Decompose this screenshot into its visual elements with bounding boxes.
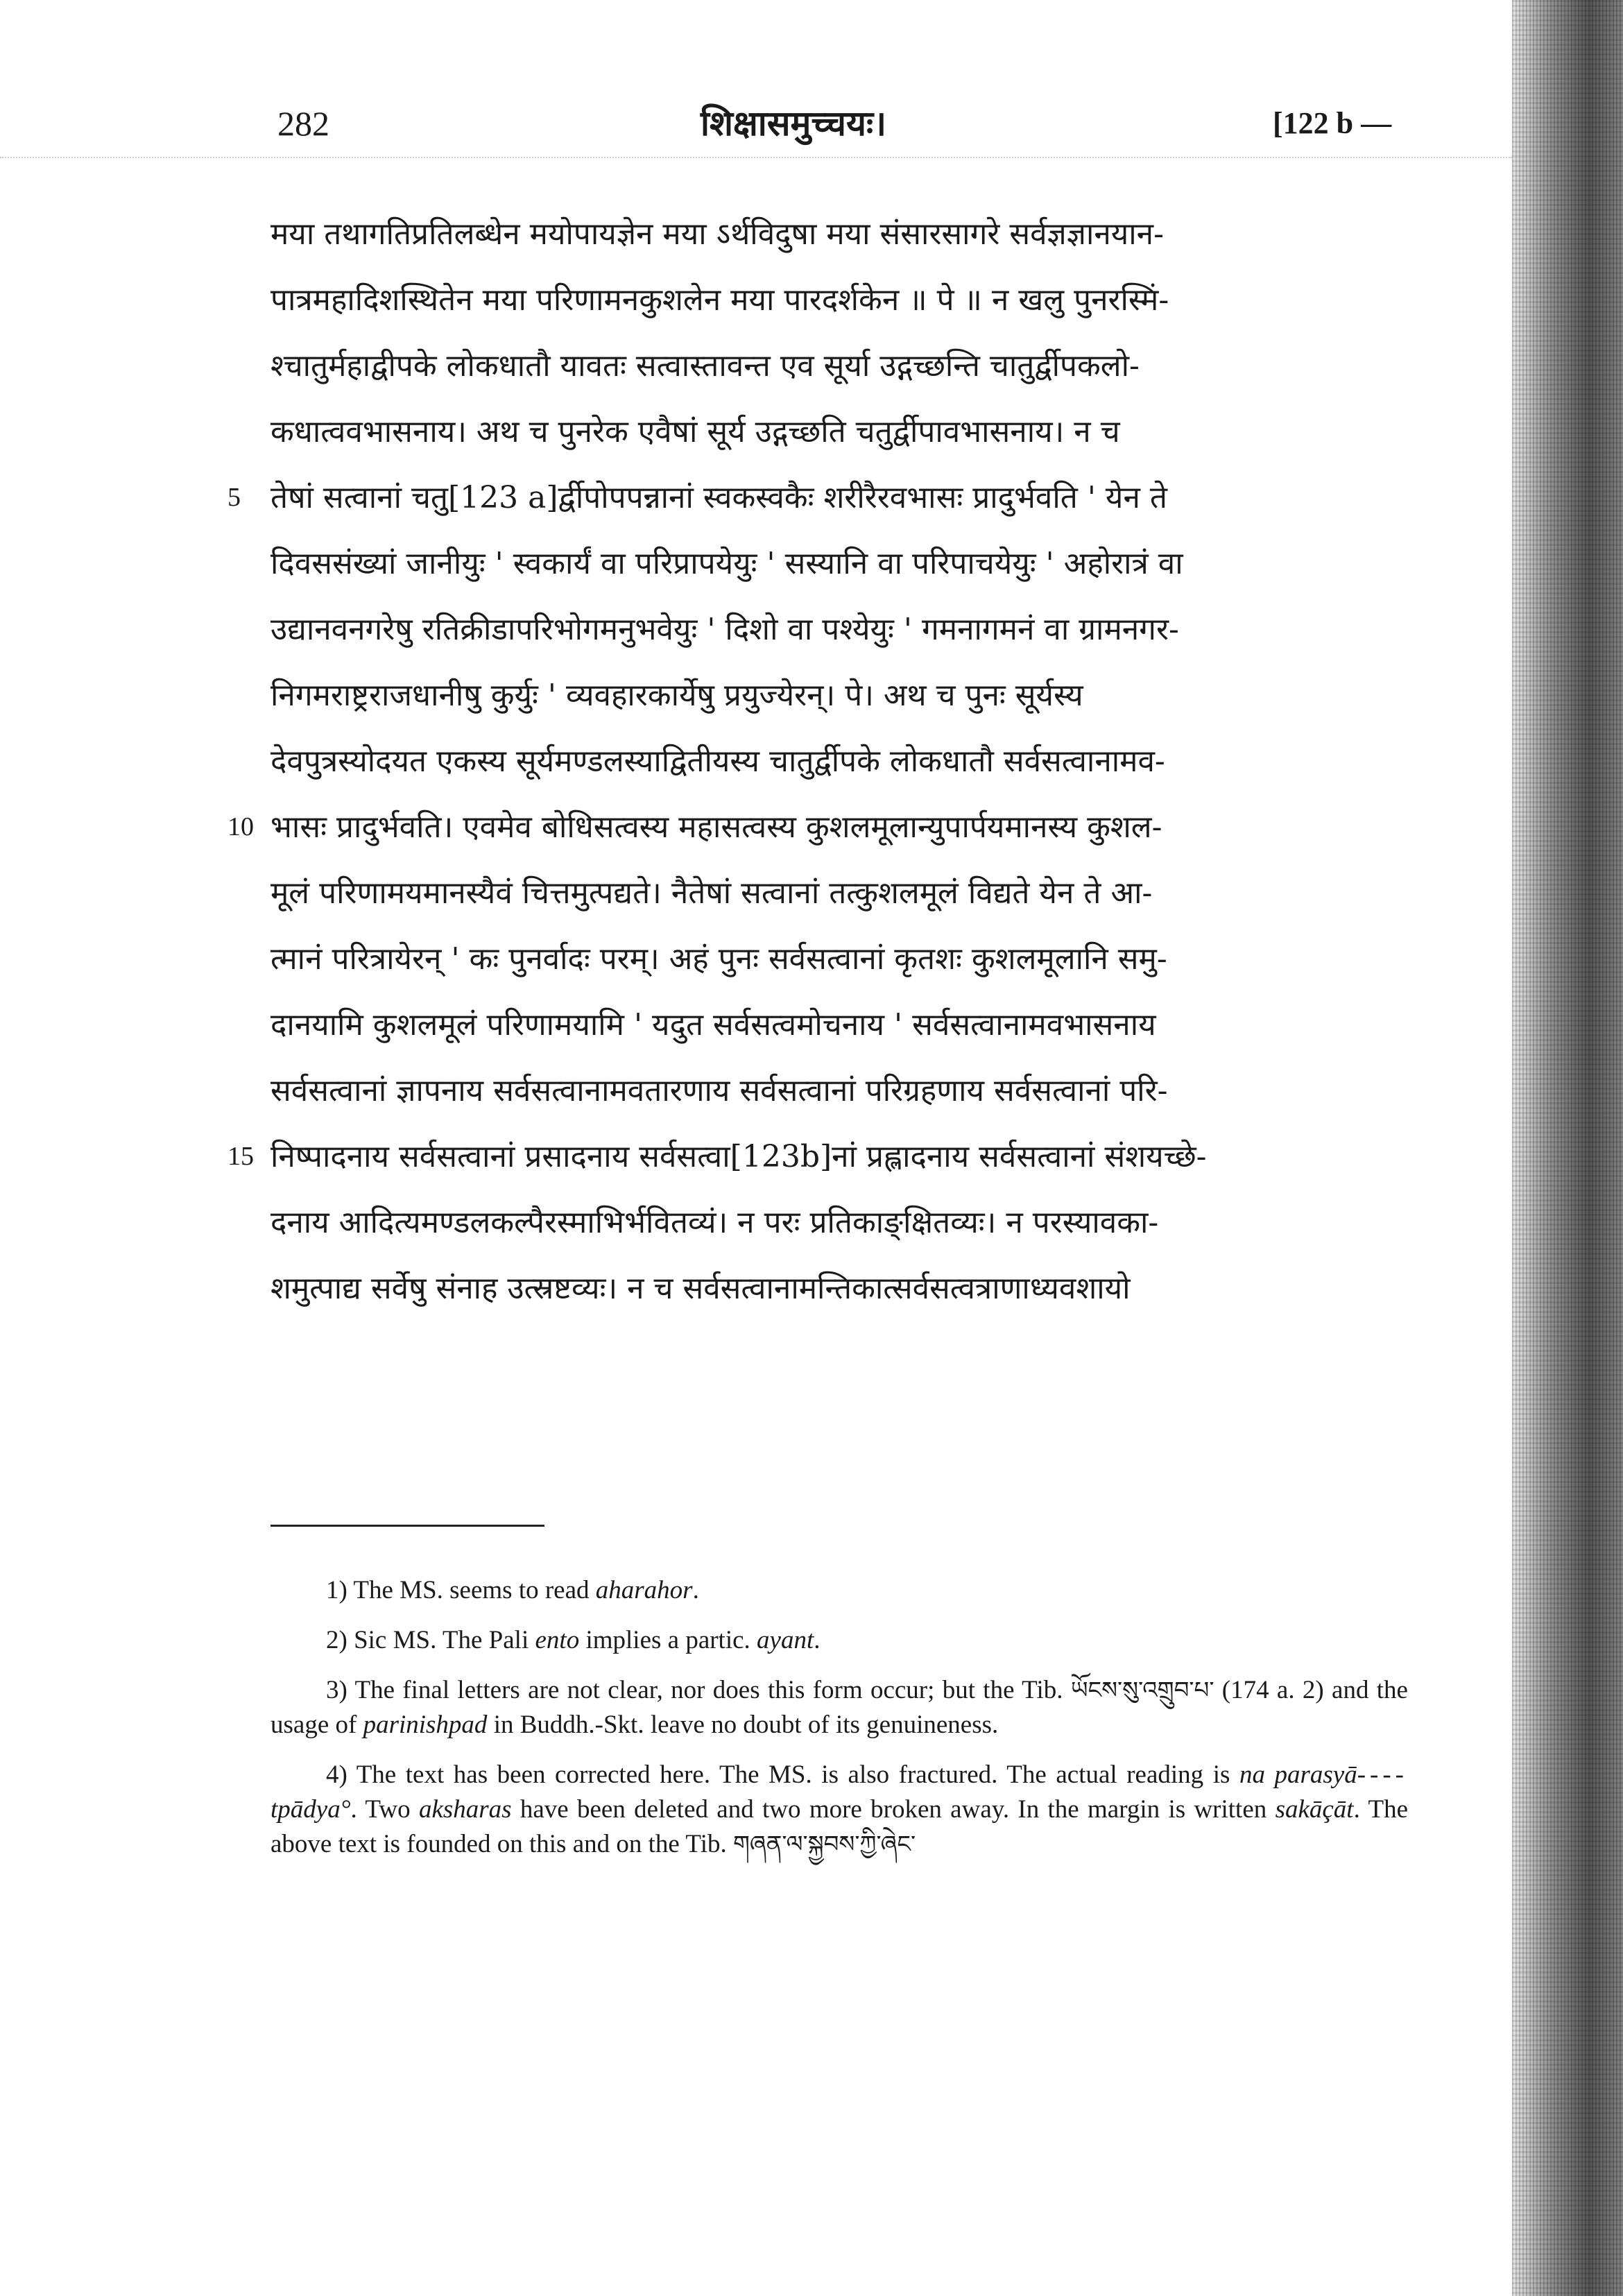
line-text: त्मानं परित्रायेरन् ' कः पुनर्वादः परम्। अहं पुनः सर्वसत्वानां कृतशः कुशलमूलानि समु- <box>270 941 1167 977</box>
text-line <box>270 333 1408 399</box>
text-line <box>270 1256 1408 1321</box>
text-line <box>227 794 1408 860</box>
line-number: 10 <box>227 812 254 841</box>
sanskrit-body <box>227 201 1408 1321</box>
line-text: दनाय आदित्यमण्डलकल्पैरस्माभिर्भवितव्यं। न परः प्रतिकाङ्क्षितव्यः। न परस्यावका- <box>270 1205 1159 1240</box>
footnotes <box>270 1573 1408 1877</box>
text-line <box>227 465 1408 531</box>
line-text: दिवससंख्यां जानीयुः ' स्वकार्यं वा परिप्रापयेयुः ' सस्यानि वा परिपाचयेयुः ' अहोरात्रं वा <box>270 546 1183 581</box>
text-line <box>270 992 1408 1058</box>
running-title: शिक्षासमुच्चयः। <box>701 103 887 144</box>
line-text: पात्रमहादिशस्थितेन मया परिणामनकुशलेन मया पारदर्शकेन ॥ पे ॥ न खलु पुनरस्मिं- <box>270 282 1169 318</box>
line-text: कधात्ववभासनाय। अथ च पुनरेक एवैषां सूर्य उद्गच्छति चतुर्द्वीपावभासनाय। न च <box>270 414 1120 449</box>
text-line <box>270 926 1408 992</box>
line-number: 15 <box>227 1142 254 1171</box>
line-text: निष्पादनाय सर्वसत्वानां प्रसादनाय सर्वसत्वा[123b]नां प्रह्लादनाय सर्वसत्वानां संशयच्छे- <box>270 1139 1207 1174</box>
text-line <box>270 662 1408 728</box>
footnote-2: 2) Sic MS. The Pali ento implies a partic. ayant. <box>326 1626 821 1654</box>
tibetan-text: གཞན་ལ་སྐྱབས་ཀྱི་ཞེང་ <box>733 1831 916 1858</box>
line-text: श्चातुर्महाद्वीपके लोकधातौ यावतः सत्वास्तावन्त एव सूर्या उद्गच्छन्ति चातुर्द्वीपकलो- <box>270 348 1140 384</box>
text-line <box>270 399 1408 465</box>
footnote-1: 1) The MS. seems to read aharahor. <box>326 1576 699 1604</box>
text-line <box>270 1190 1408 1256</box>
line-text: देवपुत्रस्योदयत एकस्य सूर्यमण्डलस्याद्वितीयस्य चातुर्द्वीपके लोकधातौ सर्वसत्वानामव- <box>270 744 1165 779</box>
footnote-separator <box>270 1525 544 1527</box>
line-number: 5 <box>227 483 241 512</box>
page-number: 282 <box>277 104 329 143</box>
line-text: मया तथागतिप्रतिलब्धेन मयोपायज्ञेन मया ऽर्थविदुषा मया संसारसागरे सर्वज्ञज्ञानयान- <box>270 216 1164 252</box>
line-text: निगमराष्ट्रराजधानीषु कुर्युः ' व्यवहारकार्येषु प्रयुज्येरन्। पे। अथ च पुनः सूर्यस्य <box>270 678 1083 713</box>
header-dotted-line <box>0 157 1512 158</box>
folio-reference: [122 b — <box>1273 106 1392 140</box>
line-text: मूलं परिणामयमानस्यैवं चित्तमुत्पद्यते। नैतेषां सत्वानां तत्कुशलमूलं विद्यते येन ते आ- <box>270 875 1153 911</box>
line-text: शमुत्पाद्य सर्वेषु संनाह उत्स्रष्टव्यः। न च सर्वसत्वानामन्तिकात्सर्वसत्वत्राणाध्यवशायो <box>270 1271 1131 1306</box>
line-text: उद्यानवनगरेषु रतिक्रीडापरिभोगमनुभवेयुः ' दिशो वा पश्येयुः ' गमनागमनं वा ग्रामनगर- <box>270 612 1179 647</box>
footnote-4: 4) The text has been corrected here. The MS. is also fractured. The actual reading is na parasyā----tpādya°. Two aksharas have been deleted and two more broken away. In the margin is written sakāçāt. The above text is founded on this and on the Tib. གཞན་ལ་སྐྱབས་ཀྱི་ཞེང་ <box>270 1760 1409 1858</box>
line-text: तेषां सत्वानां चतु[123 a]र्द्वीपोपपन्नानां स्वकस्वकैः शरीरैरवभासः प्रादुर्भवति ' येन ते <box>270 480 1167 515</box>
line-text: दानयामि कुशलमूलं परिणामयामि ' यदुत सर्वसत्वमोचनाय ' सर्वसत्वानामवभासनाय <box>270 1007 1156 1043</box>
footnote-3: 3) The final letters are not clear, nor does this form occur; but the Tib. ཡོངས་སུ་འགྲུབ་པ་ (174 a. 2) and the usage of parinishpad in Buddh.-Skt. leave no doubt of its genuineness. <box>270 1676 1408 1739</box>
text-line <box>270 860 1408 926</box>
text-line <box>227 1124 1408 1190</box>
text-line <box>270 267 1408 333</box>
text-line <box>270 597 1408 662</box>
text-line <box>270 201 1408 267</box>
text-line <box>270 728 1408 794</box>
line-text: सर्वसत्वानां ज्ञापनाय सर्वसत्वानामवतारणाय सर्वसत्वानां परिग्रहणाय सर्वसत्वानां परि- <box>270 1073 1168 1108</box>
scan-edge-shadow <box>1512 0 1623 2296</box>
text-line <box>270 531 1408 597</box>
line-text: भासः प्रादुर्भवति। एवमेव बोधिसत्वस्य महासत्वस्य कुशलमूलान्युपार्पयमानस्य कुशल- <box>270 809 1162 845</box>
tibetan-text: ཡོངས་སུ་འགྲུབ་པ་ <box>1070 1677 1214 1704</box>
text-line <box>270 1058 1408 1124</box>
